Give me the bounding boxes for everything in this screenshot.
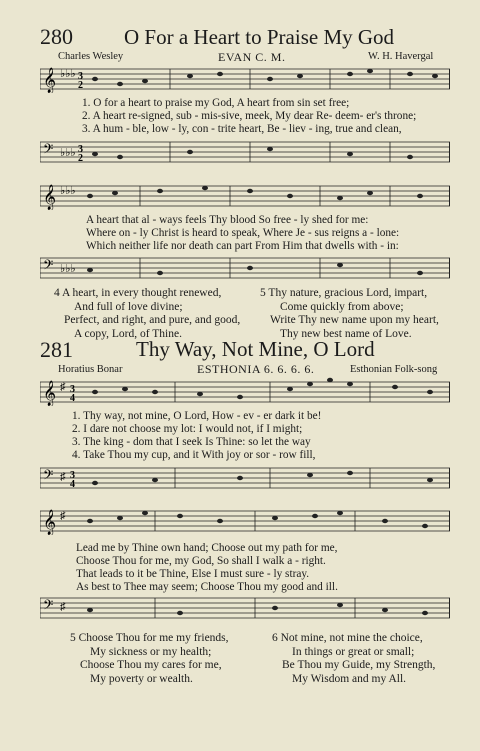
- verse-line: 5 Choose Thou for me my friends,: [70, 632, 229, 644]
- lyric-line: Which neither life nor death can part From Him that dwells with - in:: [86, 240, 399, 252]
- lyric-line: Choose Thou for me, my God, So shall I walk a - right.: [76, 555, 326, 567]
- svg-text:♯: ♯: [60, 510, 66, 522]
- svg-text:4: 4: [70, 479, 75, 490]
- music-staff: [40, 252, 450, 282]
- verse-5: [70, 632, 229, 686]
- lyric-line: 3. A hum - ble, low - ly, con - trite heart, Be - liev - ing, true and clean,: [82, 123, 402, 135]
- svg-text:𝄞: 𝄞: [43, 380, 57, 405]
- music-staff: [40, 63, 450, 93]
- hymn-author: Horatius Bonar: [58, 364, 123, 375]
- lyric-line: Lead me by Thine own hand; Choose out my path for me,: [76, 542, 338, 554]
- svg-text:𝄢: 𝄢: [43, 469, 54, 486]
- svg-text:3: 3: [70, 384, 75, 395]
- svg-text:𝄢: 𝄢: [43, 599, 54, 616]
- verse-line: 5 Thy nature, gracious Lord, impart,: [260, 287, 428, 299]
- svg-text:3: 3: [78, 144, 83, 155]
- svg-text:♭♭♭: ♭♭♭: [60, 185, 76, 197]
- verse-line: My poverty or wealth.: [90, 672, 193, 685]
- svg-text:♯: ♯: [60, 471, 66, 483]
- music-staff: [40, 376, 450, 406]
- svg-text:𝄞: 𝄞: [43, 68, 57, 93]
- lyric-line: 1. Thy way, not mine, O Lord, How - ev - er dark it be!: [72, 410, 322, 422]
- hymn-number: 280: [40, 24, 73, 49]
- svg-text:𝄞: 𝄞: [43, 184, 57, 209]
- svg-text:♭♭♭: ♭♭♭: [60, 263, 76, 275]
- music-staff: [40, 180, 450, 210]
- verse-5: [260, 287, 439, 341]
- verse-line: Perfect, and right, and pure, and good,: [64, 314, 241, 326]
- music-staff: [40, 505, 450, 535]
- lyric-line: As best to Thee may seem; Choose Thou my good and ill.: [76, 581, 338, 593]
- verse-line: Be Thou my Guide, my Strength,: [282, 659, 436, 671]
- lyric-line: 3. The king - dom that I seek Is Thine: so let the way: [72, 436, 311, 448]
- verse-line: Come quickly from above;: [280, 300, 404, 313]
- verse-line: Choose Thou my cares for me,: [80, 659, 222, 671]
- lyric-line: A heart that al - ways feels Thy blood So free - ly shed for me:: [86, 214, 369, 226]
- music-staff: [40, 462, 450, 492]
- verse-line: My Wisdom and my All.: [292, 672, 407, 685]
- verse-line: In things or great or small;: [292, 645, 415, 658]
- lyric-line: Where on - ly Christ is heard to speak, Where Je - sus reigns a - lone:: [86, 227, 400, 239]
- verse-line: 4 A heart, in every thought renewed,: [54, 287, 222, 299]
- verse-line: 6 Not mine, not mine the choice,: [272, 632, 423, 644]
- lyric-line: 1. O for a heart to praise my God, A heart from sin set free;: [82, 97, 350, 109]
- svg-text:3: 3: [70, 470, 75, 481]
- hymn-title: Thy Way, Not Mine, O Lord: [136, 337, 375, 361]
- verse-line: Thy new best name of Love.: [280, 327, 412, 340]
- svg-text:𝄢: 𝄢: [43, 143, 54, 160]
- lyric-line: 4. Take Thou my cup, and it With joy or sor - row fill,: [72, 449, 316, 461]
- hymn-composer: W. H. Havergal: [368, 51, 434, 62]
- music-staff: [40, 592, 450, 622]
- hymn-tune: ESTHONIA 6. 6. 6. 6.: [197, 362, 315, 376]
- svg-text:4: 4: [70, 393, 75, 404]
- lyric-line: That leads to it be Thine, Else I must sure - ly stray.: [76, 568, 310, 580]
- svg-text:𝄞: 𝄞: [43, 509, 57, 534]
- verse-6: [272, 632, 435, 686]
- verse-line: My sickness or my health;: [90, 645, 212, 658]
- svg-text:♭♭♭: ♭♭♭: [60, 147, 76, 159]
- verse-4: [54, 287, 240, 341]
- verse-line: A copy, Lord, of Thine.: [74, 327, 182, 340]
- svg-text:2: 2: [78, 80, 83, 91]
- svg-text:♭♭♭: ♭♭♭: [60, 68, 76, 80]
- lyric-line: 2. I dare not choose my lot: I would not, if I might;: [72, 423, 303, 435]
- svg-text:♯: ♯: [60, 381, 66, 393]
- lyric-line: 2. A heart re-signed, sub - mis-sive, meek, My dear Re- deem- er's throne;: [82, 110, 417, 122]
- hymn-composer: Esthonian Folk-song: [350, 364, 438, 375]
- hymn-tune: EVAN C. M.: [218, 50, 286, 64]
- svg-text:♯: ♯: [60, 601, 66, 613]
- hymn-author: Charles Wesley: [58, 51, 124, 62]
- svg-text:𝄢: 𝄢: [43, 259, 54, 276]
- verse-line: And full of love divine;: [74, 300, 183, 313]
- svg-text:2: 2: [78, 153, 83, 164]
- svg-text:3: 3: [78, 71, 83, 82]
- hymn-title: O For a Heart to Praise My God: [124, 25, 395, 49]
- music-staff: [40, 136, 450, 166]
- verse-line: Write Thy new name upon my heart,: [270, 314, 439, 326]
- hymn-number: 281: [40, 337, 73, 362]
